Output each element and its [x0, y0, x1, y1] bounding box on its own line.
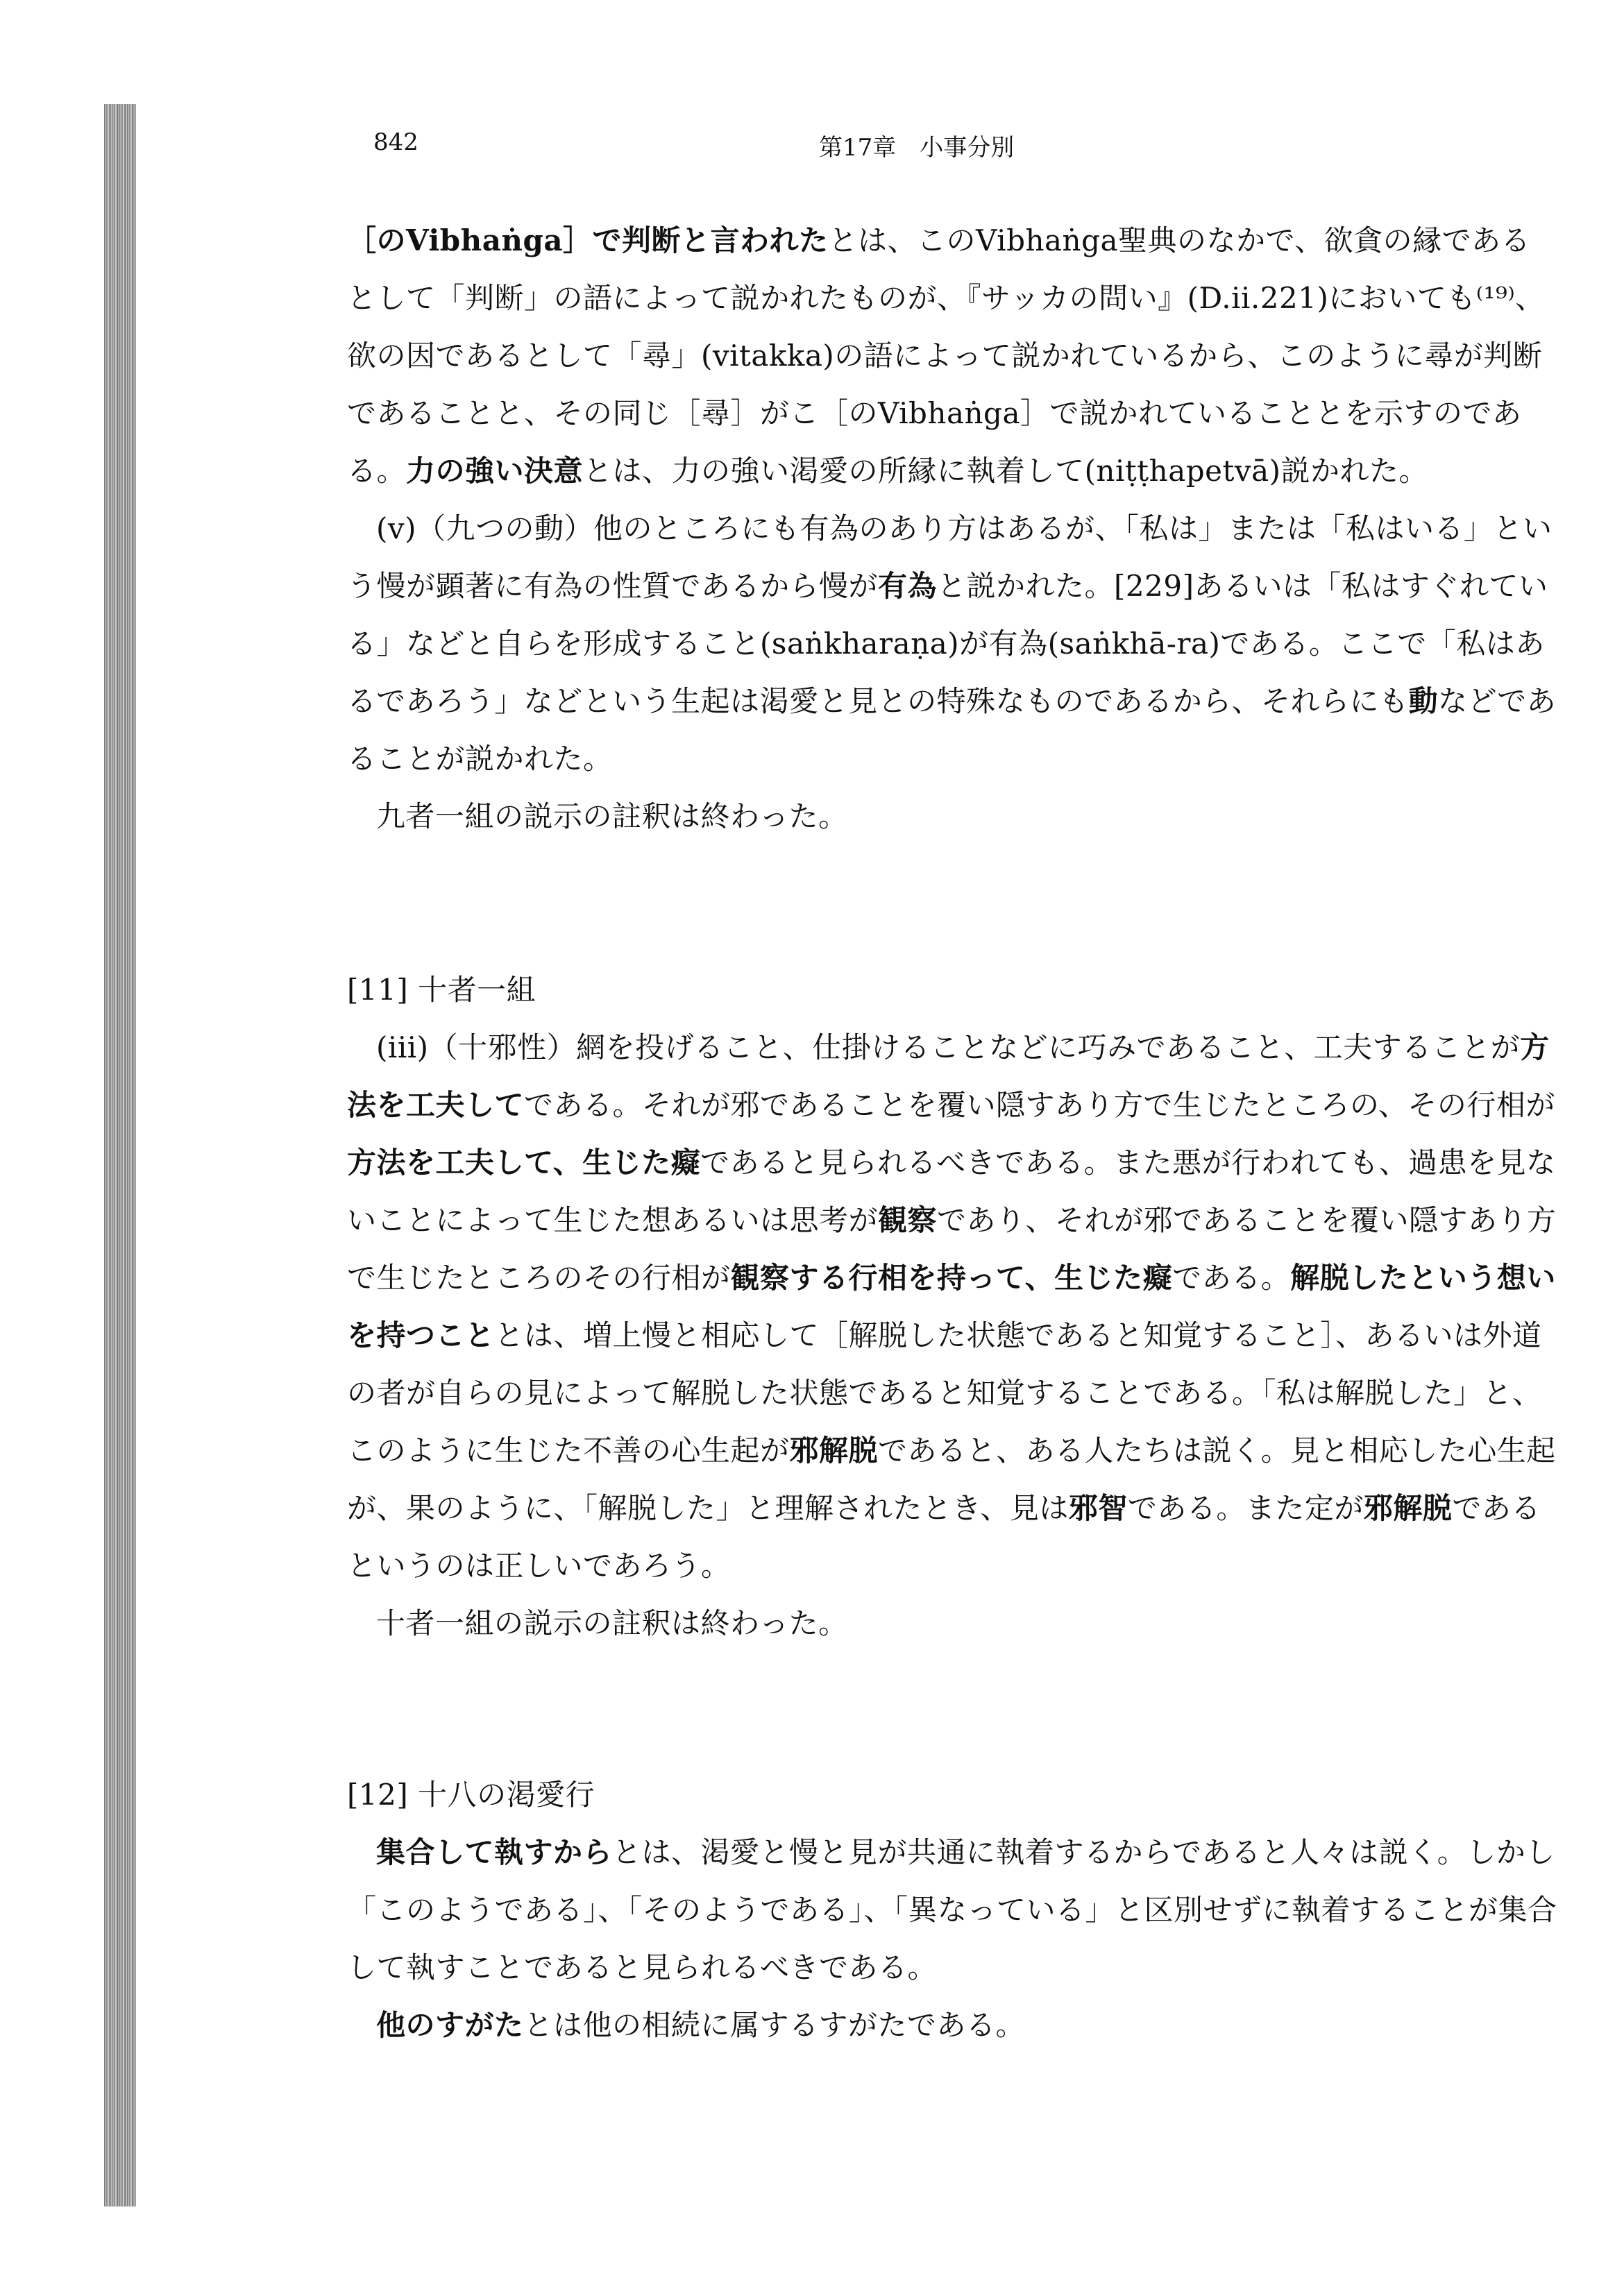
bold-term: 観察 [878, 1203, 938, 1237]
bold-term: 邪智 [1068, 1491, 1128, 1525]
section-heading: [11] 十者一組 [347, 973, 536, 1007]
paragraph [347, 1019, 1558, 1595]
text-run: である。また定が [1127, 1491, 1364, 1525]
text-run: とは、このVibhaṅga聖典のなかで、欲貪の縁であるとして「判断」の語によって説かれたものが、『サッカの問い』(D.ii.221)においても⁽¹⁹⁾、欲の因であるとして「尋」(vitakka)の語によって説かれているから、このように尋が判断であることと、その同じ［尋］がこ［のVibhaṅga］で説かれていることとを示すのである。 [347, 223, 1545, 488]
text-run: であるというのは正しいであろう。 [347, 1491, 1541, 1583]
bold-term: 観察する行相を持って、生じた癡 [730, 1261, 1173, 1295]
paragraph [347, 1996, 1558, 2054]
bold-term: 邪解脱 [789, 1434, 879, 1468]
section-heading: [12] 十八の渇愛行 [347, 1778, 595, 1812]
paragraph [347, 500, 1558, 788]
text-run: であり、それが邪であることを覆い隠すあり方で生じたところのその行相が [347, 1203, 1557, 1295]
bold-term: 邪解脱 [1363, 1491, 1453, 1525]
bold-term: 力の強い決意 [406, 454, 584, 488]
running-head: 第17章 小事分別 [819, 134, 1015, 162]
bold-term: 方法を工夫して、生じた癡 [347, 1146, 701, 1180]
paragraph [347, 212, 1558, 500]
text-run: と説かれた。[229]あるいは「私はすぐれている」などと自らを形成すること(saṅkharaṇa)が有為(saṅkhā-ra)である。ここで「私はあるであろう」などという生起は渇愛と見との特殊なものであるから、それらにも [347, 569, 1548, 718]
bold-term: ［のVibhaṅga］で判断と言われた [347, 223, 829, 257]
page-number: 842 [373, 128, 418, 156]
bold-term: 動 [1408, 684, 1439, 718]
text-run: であると見られるべきである。また悪が行われても、過患を見ないことによって生じた想あるいは思考が [347, 1146, 1556, 1237]
text-run: である。 [1172, 1261, 1291, 1295]
text-run: である。それが邪であることを覆い隠すあり方で生じたところの、その行相が [524, 1088, 1555, 1122]
text-run: (v)（九つの動）他のところにも有為のあり方はあるが、「私は」または「私はいる」という慢が顕著に有為の性質であるから慢が [347, 511, 1553, 603]
book-spine-shadow [104, 104, 136, 2206]
page-header [0, 128, 1624, 170]
bold-term: 有為 [878, 569, 938, 603]
paragraph-closing: 九者一組の説示の註釈は終わった。 [376, 799, 848, 833]
section-ten-set [347, 961, 1558, 1652]
bold-term: 方法を工夫して [347, 1030, 1550, 1122]
text-run: とは、力の強い渇愛の所縁に執着して(niṭṭhapetvā)説かれた。 [583, 454, 1429, 488]
bold-term: 他のすがた [376, 2008, 524, 2042]
bold-term: 集合して執すから [376, 1835, 613, 1869]
text-run: であると、ある人たちは説く。見と相応した心生起が、果のように、「解脱した」と理解されたとき、見は [347, 1434, 1556, 1525]
paragraph-closing: 十者一組の説示の註釈は終わった。 [376, 1606, 848, 1640]
bold-term: 解脱したという想いを持つこと [347, 1261, 1556, 1352]
text-run: とは他の相続に属するすがたである。 [523, 2008, 1026, 2042]
text-run: などであることが説かれた。 [347, 684, 1557, 776]
paragraph [347, 1823, 1558, 1996]
text-run: (iii)（十邪性）網を投げること、仕掛けることなどに巧みであること、工夫することが [376, 1030, 1521, 1064]
section-eighteen-craving [347, 1766, 1558, 2054]
text-run: とは、増上慢と相応して［解脱した状態であると知覚すること］、あるいは外道の者が自らの見によって解脱した状態であると知覚することである。「私は解脱した」と、このように生じた不善の心生起が [347, 1318, 1542, 1468]
section-nine-commentary [347, 212, 1558, 845]
text-run: とは、渇愛と慢と見が共通に執着するからであると人々は説く。しかし「このようである」、「そのようである」、「異なっている」と区別せずに執着することが集合して執すことであると見られるべきである。 [347, 1835, 1557, 1984]
